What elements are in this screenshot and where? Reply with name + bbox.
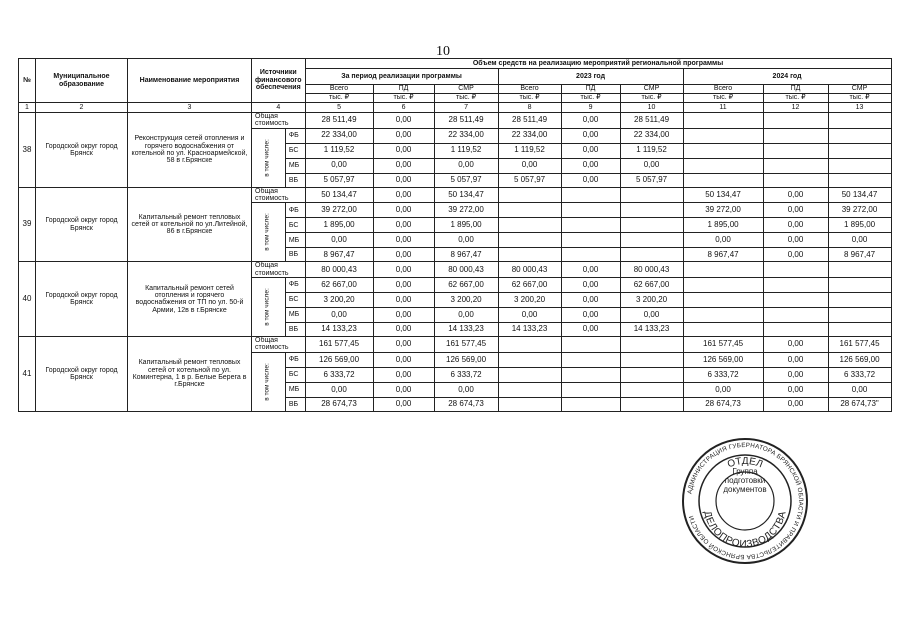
value-cell [683, 293, 763, 308]
value-cell: 0,00 [373, 337, 434, 353]
value-cell: 0,00 [561, 113, 620, 129]
value-cell [683, 128, 763, 143]
column-unit: тыс. ₽ [683, 94, 763, 103]
value-cell: 1 895,00 [828, 218, 891, 233]
value-cell: 6 333,72 [305, 367, 373, 382]
value-cell [828, 113, 891, 129]
value-cell [561, 397, 620, 411]
column-index: 4 [252, 103, 306, 113]
value-cell [498, 397, 561, 411]
value-cell [561, 218, 620, 233]
incl-label: в том числе: [264, 213, 272, 252]
table-row [19, 187, 892, 203]
header-event: Наименование мероприятия [128, 59, 252, 103]
stamp-outer-text: АДМИНИСТРАЦИЯ ГУБЕРНАТОРА БРЯНСКОЙ ОБЛАСТИ И ПРАВИТЕЛЬСТВА БРЯНСКОЙ ОБЛАСТИ [686, 441, 805, 561]
value-cell: 0,00 [373, 187, 434, 203]
source-total-label: Общая стоимость [252, 113, 306, 129]
value-cell: 0,00 [683, 382, 763, 397]
value-cell: 39 272,00 [434, 203, 498, 218]
value-cell [683, 323, 763, 337]
value-cell: 62 667,00 [434, 278, 498, 293]
value-cell: 5 057,97 [620, 173, 683, 187]
source-fb-label: ФБ [285, 128, 305, 143]
value-cell: 1 895,00 [434, 218, 498, 233]
value-cell [620, 352, 683, 367]
column-index: 9 [561, 103, 620, 113]
value-cell: 0,00 [561, 262, 620, 278]
value-cell: 14 133,23 [498, 323, 561, 337]
column-unit: тыс. ₽ [763, 94, 828, 103]
value-cell: 80 000,43 [620, 262, 683, 278]
value-cell: 28 674,73" [828, 397, 891, 411]
source-vb-label: ВБ [285, 323, 305, 337]
stamp-ring-top-text: ОТДЕЛ [725, 455, 765, 471]
value-cell: 0,00 [373, 233, 434, 248]
column-header-pd: ПД [763, 85, 828, 94]
value-cell: 1 119,52 [620, 143, 683, 158]
value-cell: 28 511,49 [434, 113, 498, 129]
value-cell [763, 113, 828, 129]
table-row [19, 337, 892, 353]
source-fb-label: ФБ [285, 203, 305, 218]
value-cell [561, 233, 620, 248]
value-cell: 0,00 [434, 233, 498, 248]
event-cell: Реконструкция сетей отопления и горячего водоснабжения от котельной по ул. Красноармейской, 58 в г.Брянске [128, 113, 252, 188]
value-cell: 39 272,00 [683, 203, 763, 218]
municipality-cell: Городской округ город Брянск [36, 337, 128, 412]
value-cell [683, 173, 763, 187]
value-cell: 0,00 [434, 158, 498, 173]
source-total-label: Общая стоимость [252, 337, 306, 353]
value-cell [498, 248, 561, 262]
value-cell: 80 000,43 [434, 262, 498, 278]
table-row [19, 113, 892, 129]
value-cell: 50 134,47 [683, 187, 763, 203]
incl-label-cell [252, 352, 286, 411]
source-vb-label: ВБ [285, 173, 305, 187]
value-cell: 22 334,00 [620, 128, 683, 143]
value-cell: 28 674,73 [305, 397, 373, 411]
value-cell [763, 158, 828, 173]
source-mb-label: МБ [285, 158, 305, 173]
header-sources: Источники финансового обеспечения [252, 59, 306, 103]
column-unit: тыс. ₽ [561, 94, 620, 103]
value-cell [683, 158, 763, 173]
value-cell: 22 334,00 [305, 128, 373, 143]
column-index: 8 [498, 103, 561, 113]
value-cell [828, 323, 891, 337]
value-cell: 14 133,23 [620, 323, 683, 337]
value-cell: 0,00 [373, 352, 434, 367]
value-cell: 0,00 [763, 203, 828, 218]
value-cell: 50 134,47 [434, 187, 498, 203]
value-cell: 0,00 [498, 308, 561, 323]
value-cell: 3 200,20 [305, 293, 373, 308]
value-cell [828, 128, 891, 143]
value-cell [498, 382, 561, 397]
value-cell: 28 674,73 [434, 397, 498, 411]
value-cell [561, 382, 620, 397]
value-cell: 5 057,97 [434, 173, 498, 187]
value-cell: 126 569,00 [683, 352, 763, 367]
column-index: 10 [620, 103, 683, 113]
value-cell: 0,00 [763, 337, 828, 353]
value-cell: 3 200,20 [434, 293, 498, 308]
column-header-total: Всего [683, 85, 763, 94]
row-number: 41 [19, 337, 36, 412]
value-cell: 5 057,97 [305, 173, 373, 187]
value-cell: 1 119,52 [434, 143, 498, 158]
event-cell: Капитальный ремонт сетей отопления и горячего водоснабжения от ТП по ул. 50-й Армии, 12в в г.Брянске [128, 262, 252, 337]
column-index: 6 [373, 103, 434, 113]
value-cell: 126 569,00 [828, 352, 891, 367]
value-cell: 0,00 [373, 397, 434, 411]
value-cell [683, 262, 763, 278]
value-cell [620, 397, 683, 411]
row-number: 40 [19, 262, 36, 337]
value-cell: 0,00 [763, 233, 828, 248]
value-cell [683, 278, 763, 293]
value-cell: 0,00 [434, 382, 498, 397]
value-cell: 8 967,47 [434, 248, 498, 262]
column-index: 13 [828, 103, 891, 113]
value-cell: 3 200,20 [498, 293, 561, 308]
value-cell: 126 569,00 [305, 352, 373, 367]
value-cell [561, 187, 620, 203]
value-cell: 62 667,00 [498, 278, 561, 293]
column-unit: тыс. ₽ [305, 94, 373, 103]
value-cell [498, 337, 561, 353]
column-header-total: Всего [305, 85, 373, 94]
incl-label: в том числе: [264, 362, 272, 401]
value-cell: 1 119,52 [498, 143, 561, 158]
value-cell [828, 143, 891, 158]
value-cell [561, 367, 620, 382]
value-cell [763, 293, 828, 308]
value-cell [763, 262, 828, 278]
source-total-label: Общая стоимость [252, 262, 306, 278]
value-cell: 8 967,47 [305, 248, 373, 262]
column-header-total: Всего [498, 85, 561, 94]
column-index: 1 [19, 103, 36, 113]
value-cell: 0,00 [305, 158, 373, 173]
value-cell: 0,00 [373, 278, 434, 293]
value-cell [498, 203, 561, 218]
value-cell: 0,00 [373, 382, 434, 397]
value-cell: 0,00 [763, 382, 828, 397]
value-cell: 22 334,00 [434, 128, 498, 143]
value-cell: 1 119,52 [305, 143, 373, 158]
column-header-smr: СМР [828, 85, 891, 94]
column-unit: тыс. ₽ [828, 94, 891, 103]
column-index: 7 [434, 103, 498, 113]
value-cell: 0,00 [561, 128, 620, 143]
value-cell: 0,00 [828, 233, 891, 248]
value-cell: 28 511,49 [305, 113, 373, 129]
value-cell: 5 057,97 [498, 173, 561, 187]
municipality-cell: Городской округ город Брянск [36, 187, 128, 262]
value-cell [561, 337, 620, 353]
value-cell: 0,00 [763, 248, 828, 262]
source-bs-label: БС [285, 367, 305, 382]
value-cell [620, 248, 683, 262]
value-cell: 0,00 [763, 352, 828, 367]
column-header-smr: СМР [434, 85, 498, 94]
column-unit: тыс. ₽ [498, 94, 561, 103]
value-cell [620, 382, 683, 397]
column-unit: тыс. ₽ [373, 94, 434, 103]
stamp-center-text: Группа подготовки документов [723, 467, 767, 495]
value-cell [498, 218, 561, 233]
header-year-2023: 2023 год [498, 69, 683, 85]
incl-label-cell [252, 128, 286, 187]
source-mb-label: МБ [285, 308, 305, 323]
value-cell: 14 133,23 [305, 323, 373, 337]
value-cell: 14 133,23 [434, 323, 498, 337]
value-cell: 0,00 [373, 128, 434, 143]
value-cell: 39 272,00 [305, 203, 373, 218]
value-cell [498, 352, 561, 367]
source-vb-label: ВБ [285, 248, 305, 262]
value-cell: 0,00 [373, 293, 434, 308]
value-cell [828, 262, 891, 278]
value-cell: 0,00 [763, 367, 828, 382]
value-cell: 0,00 [828, 382, 891, 397]
value-cell [763, 308, 828, 323]
column-index: 2 [36, 103, 128, 113]
value-cell [620, 218, 683, 233]
value-cell: 6 333,72 [434, 367, 498, 382]
header-period-total: За период реализации программы [305, 69, 498, 85]
value-cell [683, 308, 763, 323]
value-cell: 0,00 [683, 233, 763, 248]
value-cell [683, 143, 763, 158]
column-unit: тыс. ₽ [620, 94, 683, 103]
value-cell: 0,00 [305, 308, 373, 323]
column-header-pd: ПД [373, 85, 434, 94]
column-unit: тыс. ₽ [434, 94, 498, 103]
value-cell [828, 308, 891, 323]
value-cell: 0,00 [373, 262, 434, 278]
value-cell: 62 667,00 [305, 278, 373, 293]
value-cell: 0,00 [373, 218, 434, 233]
event-cell: Капитальный ремонт тепловых сетей от котельной по ул.Литейной, 86 в г.Брянске [128, 187, 252, 262]
column-header-smr: СМР [620, 85, 683, 94]
program-table [18, 58, 892, 412]
value-cell: 6 333,72 [683, 367, 763, 382]
column-index: 3 [128, 103, 252, 113]
value-cell: 0,00 [373, 323, 434, 337]
value-cell: 8 967,47 [683, 248, 763, 262]
source-mb-label: МБ [285, 382, 305, 397]
value-cell: 0,00 [498, 158, 561, 173]
value-cell: 161 577,45 [434, 337, 498, 353]
value-cell: 50 134,47 [305, 187, 373, 203]
incl-label-cell [252, 278, 286, 337]
value-cell: 0,00 [561, 308, 620, 323]
value-cell: 80 000,43 [498, 262, 561, 278]
value-cell [763, 143, 828, 158]
value-cell [498, 233, 561, 248]
value-cell: 62 667,00 [620, 278, 683, 293]
value-cell: 161 577,45 [305, 337, 373, 353]
column-index: 12 [763, 103, 828, 113]
value-cell: 28 511,49 [498, 113, 561, 129]
header-year-2024: 2024 год [683, 69, 891, 85]
value-cell [828, 293, 891, 308]
value-cell [763, 278, 828, 293]
value-cell [620, 337, 683, 353]
value-cell: 0,00 [373, 158, 434, 173]
value-cell: 0,00 [763, 218, 828, 233]
value-cell [763, 128, 828, 143]
municipality-cell: Городской округ город Брянск [36, 262, 128, 337]
incl-label: в том числе: [264, 138, 272, 177]
value-cell: 0,00 [763, 187, 828, 203]
column-index: 5 [305, 103, 373, 113]
value-cell [763, 323, 828, 337]
value-cell: 0,00 [373, 367, 434, 382]
value-cell: 0,00 [373, 173, 434, 187]
row-number: 38 [19, 113, 36, 188]
incl-label-cell [252, 203, 286, 262]
value-cell: 161 577,45 [683, 337, 763, 353]
value-cell: 80 000,43 [305, 262, 373, 278]
value-cell [683, 113, 763, 129]
value-cell: 39 272,00 [828, 203, 891, 218]
value-cell: 0,00 [373, 143, 434, 158]
value-cell [620, 367, 683, 382]
value-cell: 0,00 [561, 293, 620, 308]
value-cell: 0,00 [434, 308, 498, 323]
column-index: 11 [683, 103, 763, 113]
value-cell [498, 187, 561, 203]
source-fb-label: ФБ [285, 352, 305, 367]
value-cell: 0,00 [305, 233, 373, 248]
source-bs-label: БС [285, 143, 305, 158]
incl-label: в том числе: [264, 288, 272, 326]
value-cell: 6 333,72 [828, 367, 891, 382]
value-cell: 8 967,47 [828, 248, 891, 262]
value-cell: 22 334,00 [498, 128, 561, 143]
value-cell [620, 233, 683, 248]
column-header-pd: ПД [561, 85, 620, 94]
value-cell: 0,00 [373, 203, 434, 218]
value-cell [620, 187, 683, 203]
header-volume: Объем средств на реализацию мероприятий региональной программы [305, 59, 891, 69]
value-cell: 0,00 [373, 308, 434, 323]
value-cell [828, 173, 891, 187]
municipality-cell: Городской округ город Брянск [36, 113, 128, 188]
value-cell: 0,00 [561, 143, 620, 158]
value-cell: 0,00 [373, 248, 434, 262]
value-cell [828, 158, 891, 173]
value-cell [828, 278, 891, 293]
value-cell: 50 134,47 [828, 187, 891, 203]
source-total-label: Общая стоимость [252, 187, 306, 203]
value-cell: 0,00 [763, 397, 828, 411]
value-cell [498, 367, 561, 382]
value-cell: 3 200,20 [620, 293, 683, 308]
value-cell [561, 248, 620, 262]
value-cell: 0,00 [620, 308, 683, 323]
row-number: 39 [19, 187, 36, 262]
value-cell [561, 352, 620, 367]
event-cell: Капитальный ремонт тепловых сетей от котельной по ул. Коминтерна, 1 в р. Белые Берега в г.Брянске [128, 337, 252, 412]
value-cell: 0,00 [561, 323, 620, 337]
source-vb-label: ВБ [285, 397, 305, 411]
value-cell: 0,00 [561, 278, 620, 293]
value-cell [763, 173, 828, 187]
source-bs-label: БС [285, 293, 305, 308]
value-cell: 28 511,49 [620, 113, 683, 129]
value-cell: 0,00 [620, 158, 683, 173]
source-mb-label: МБ [285, 233, 305, 248]
office-stamp [680, 436, 810, 566]
header-municipality: Муниципальное образование [36, 59, 128, 103]
value-cell: 0,00 [305, 382, 373, 397]
header-num: № [19, 59, 36, 103]
value-cell: 28 674,73 [683, 397, 763, 411]
value-cell: 0,00 [373, 113, 434, 129]
value-cell: 161 577,45 [828, 337, 891, 353]
table-row [19, 262, 892, 278]
value-cell: 1 895,00 [683, 218, 763, 233]
page-number: 10 [436, 44, 450, 59]
value-cell: 1 895,00 [305, 218, 373, 233]
stamp-ring-bottom-text: ДЕЛОПРОИЗВОДСТВА [701, 509, 789, 551]
value-cell [620, 203, 683, 218]
value-cell: 0,00 [561, 158, 620, 173]
value-cell [561, 203, 620, 218]
value-cell: 0,00 [561, 173, 620, 187]
source-bs-label: БС [285, 218, 305, 233]
value-cell: 126 569,00 [434, 352, 498, 367]
source-fb-label: ФБ [285, 278, 305, 293]
